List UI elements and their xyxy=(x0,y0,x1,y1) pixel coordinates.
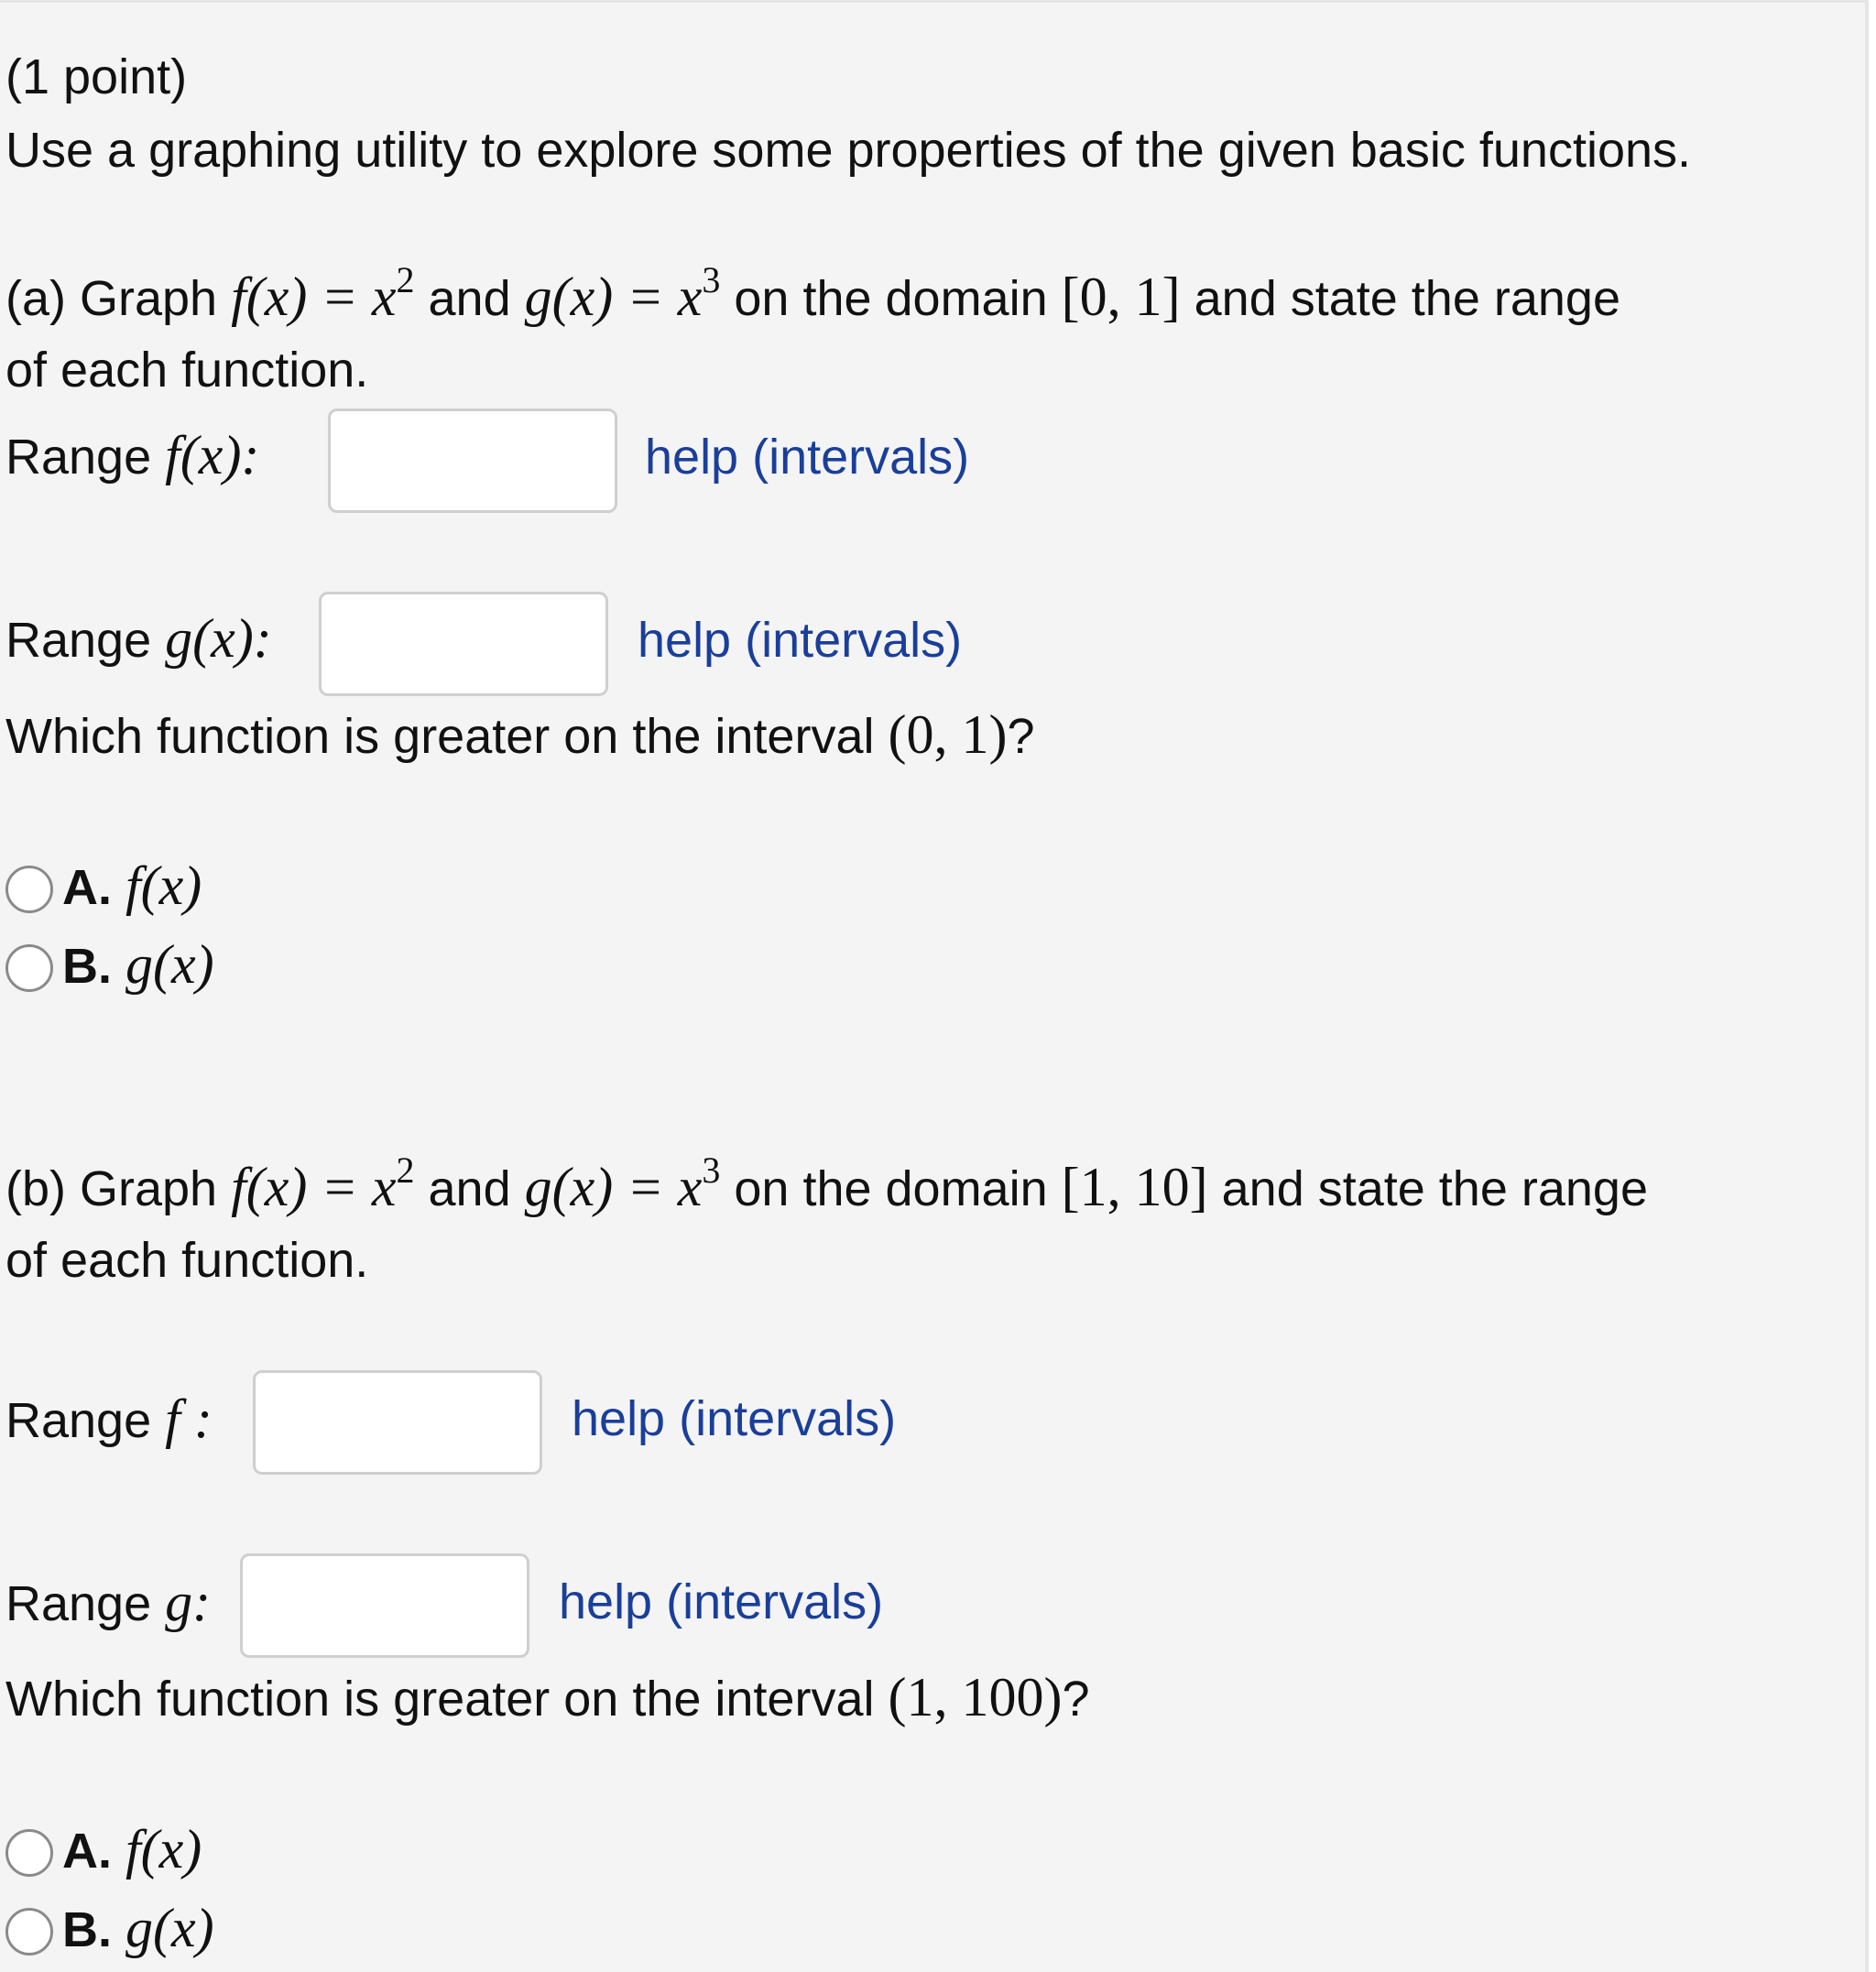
part-b-tail: and state the range xyxy=(1221,1161,1648,1216)
part-a-and: and xyxy=(428,271,511,326)
part-a-option-a-radio[interactable] xyxy=(5,866,53,913)
part-a-option-b-radio[interactable] xyxy=(5,944,53,992)
part-b-question: Which function is greater on the interval (1, 100)? xyxy=(5,1667,1090,1727)
part-b-g-definition: $g(x) = x^3$ xyxy=(524,1149,721,1217)
part-a-question: Which function is greater on the interval (0, 1)? xyxy=(5,704,1035,765)
part-b-option-a[interactable]: A. f(x) xyxy=(62,1819,202,1879)
part-b-statement-line2: of each function. xyxy=(5,1233,369,1288)
part-a-range-f-label: Range f(x): xyxy=(5,425,260,485)
part-b-option-a-radio[interactable] xyxy=(5,1829,53,1877)
part-b-range-g-help-link[interactable]: help (intervals) xyxy=(559,1574,884,1629)
part-b-label: (b) Graph xyxy=(5,1161,218,1216)
part-a-tail: and state the range xyxy=(1194,271,1620,326)
part-b-range-f-help-link[interactable]: help (intervals) xyxy=(572,1391,897,1446)
part-a-g-definition: $g(x) = x^3$ xyxy=(524,259,721,327)
part-a-range-g-help-link[interactable]: help (intervals) xyxy=(638,613,963,668)
part-a-range-g-label: Range g(x): xyxy=(5,608,272,669)
points-label: (1 point) xyxy=(5,49,188,104)
part-b-and: and xyxy=(428,1161,511,1216)
part-b-range-g-label: Range g: xyxy=(5,1572,212,1632)
part-b-statement xyxy=(5,1149,1648,1219)
part-b-domain: [1, 10] xyxy=(1061,1157,1208,1217)
part-b-range-f-label: Range f : xyxy=(5,1389,213,1449)
part-b-range-f-input[interactable] xyxy=(253,1370,542,1475)
part-b-domain-text: on the domain xyxy=(734,1161,1048,1216)
part-b-option-b[interactable]: B. g(x) xyxy=(62,1898,214,1958)
part-a-label: (a) Graph xyxy=(5,271,218,326)
part-a-option-b[interactable]: B. g(x) xyxy=(62,934,214,995)
part-a-domain: [0, 1] xyxy=(1061,267,1181,327)
part-a-range-g-input[interactable] xyxy=(319,592,608,696)
part-a-f-definition: $f(x) = x^2$ xyxy=(231,259,415,327)
part-a-option-a[interactable]: A. f(x) xyxy=(62,855,202,916)
part-a-range-f-help-link[interactable]: help (intervals) xyxy=(645,430,970,485)
part-a-domain-text: on the domain xyxy=(734,271,1048,326)
part-b-range-g-input[interactable] xyxy=(240,1553,529,1658)
part-a-range-f-input[interactable] xyxy=(328,409,617,513)
part-a-statement-line2: of each function. xyxy=(5,343,369,398)
problem-intro: Use a graphing utility to explore some properties of the given basic functions. xyxy=(5,123,1692,178)
part-b-f-definition: $f(x) = x^2$ xyxy=(231,1149,415,1217)
part-b-option-b-radio[interactable] xyxy=(5,1908,53,1956)
part-a-statement xyxy=(5,259,1620,329)
